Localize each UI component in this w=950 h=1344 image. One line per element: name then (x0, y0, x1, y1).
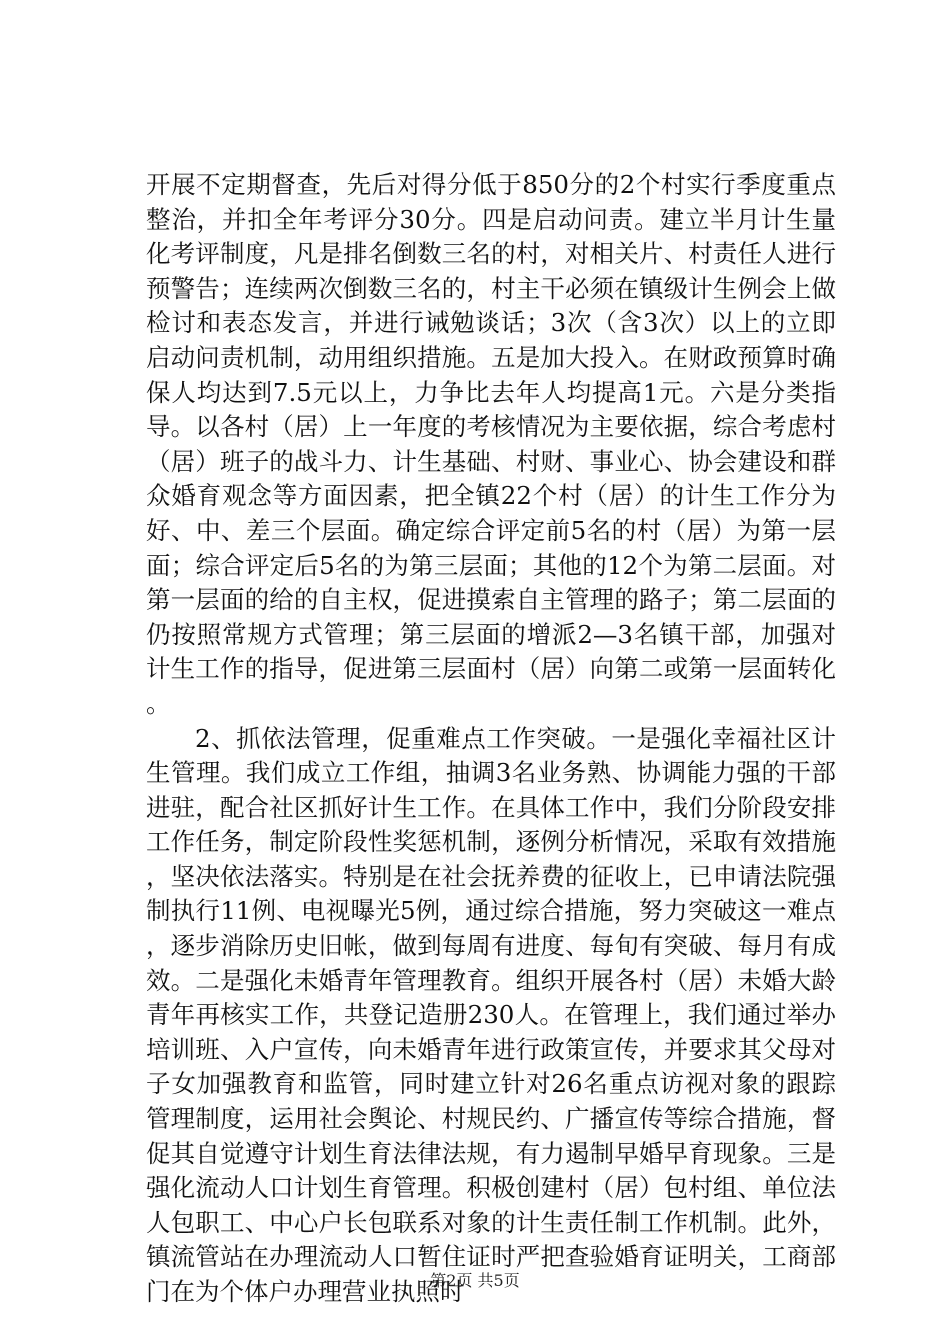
page-footer: 第2页 共5页 (430, 1271, 520, 1290)
paragraph-section-2: 2、抓依法管理，促重难点工作突破。一是强化幸福社区计生管理。我们成立工作组，抽调3名业务熟、协调能力强的干部进驻，配合社区抓好计生工作。在具体工作中，我们分阶段安排工作任务，制定阶段性奖惩机制，逐例分析情况，采取有效措施，坚决依法落实。特别是在社会抚养费的征收上，已申请法院强制执行11例、电视曝光5例，通过综合措施，努力突破这一难点，逐步消除历史旧帐，做到每周有进度、每旬有突破、每月有成效。二是强化未婚青年管理教育。组织开展各村（居）未婚大龄青年再核实工作，共登记造册230人。在管理上，我们通过举办培训班、入户宣传，向未婚青年进行政策宣传，并要求其父母对子女加强教育和监管，同时建立针对26名重点访视对象的跟踪管理制度，运用社会舆论、村规民约、广播宣传等综合措施，督促其自觉遵守计划生育法律法规，有力遏制早婚早育现象。三是强化流动人口计划生育管理。积极创建村（居）包村组、单位法人包职工、中心户长包联系对象的计生责任制工作机制。此外，镇流管站在办理流动人口暂住证时严把查验婚育证明关，工商部门在为个体户办理营业执照时 (146, 723, 836, 1306)
paragraph-continuation: 开展不定期督查，先后对得分低于850分的2个村实行季度重点整治，并扣全年考评分30分。四是启动问责。建立半月计生量化考评制度，凡是排名倒数三名的村，对相关片、村责任人进行预警告；连续两次倒数三名的，村主干必须在镇级计生例会上做检讨和表态发言，并进行诫勉谈话；3次（含3次）以上的立即启动问责机制，动用组织措施。五是加大投入。在财政预算时确保人均达到7.5元以上，力争比去年人均提高1元。六是分类指导。以各村（居）上一年度的考核情况为主要依据，综合考虑村（居）班子的战斗力、计生基础、村财、事业心、协会建设和群众婚育观念等方面因素，把全镇22个村（居）的计生工作分为好、中、差三个层面。确定综合评定前5名的村（居）为第一层面；综合评定后5名的为第三层面；其他的12个为第二层面。对第一层面的给的自主权，促进摸索自主管理的路子；第二层面的仍按照常规方式管理；第三层面的增派2—3名镇干部，加强对计生工作的指导，促进第三层面村（居）向第二或第一层面转化。 (146, 170, 836, 718)
document-body (146, 168, 836, 1310)
